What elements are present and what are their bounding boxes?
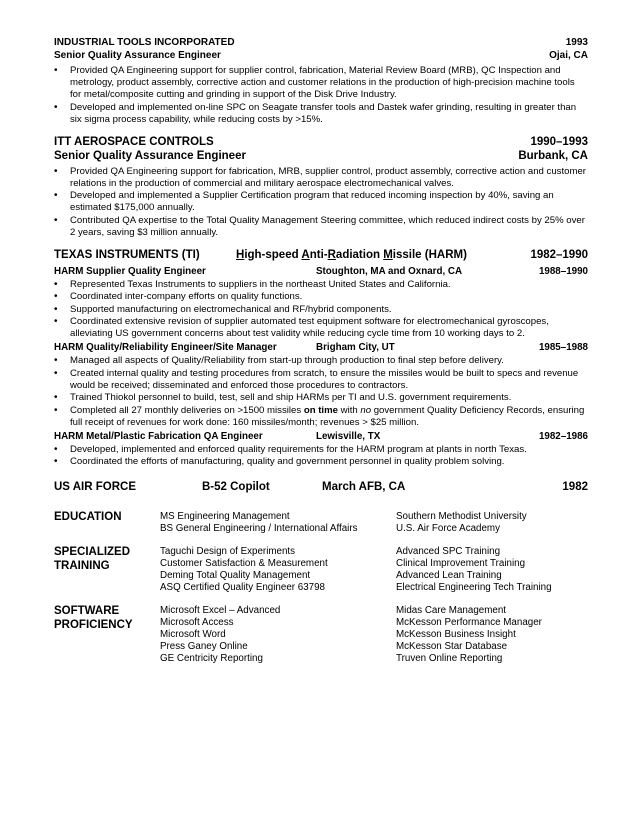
role-title: HARM Supplier Quality Engineer [54,265,206,277]
bullet-text: with [337,404,361,416]
job-year: 1993 [565,37,588,48]
bullet-item: • Provided QA Engineering support for fabrication, MRB, supplier control, product assembly, corrective action and customer relations in the production of commercial and military aerospace electromechanical valves. [54,166,588,190]
bullet-list [54,355,588,429]
bullet-text: Completed all 27 monthly deliveries on >1500 missiles [70,404,304,416]
role-header [54,266,588,278]
program-letter: H [236,248,245,261]
role-header [54,431,588,443]
bullet-item: • Coordinated inter-company efforts on quality functions. [54,291,588,303]
list-item: McKesson Performance Manager [396,617,542,628]
job-year: 1982 [562,481,588,493]
job-air-force [54,480,588,494]
role-years: 1982–1986 [538,430,588,442]
job-subheader [54,149,588,163]
list-item: U.S. Air Force Academy [396,523,500,534]
list-item: Southern Methodist University [396,511,527,522]
program-letter: M [383,248,393,261]
bullet-item: • Provided QA Engineering support for supplier control, fabrication, Material Review Board (MRB), QC Inspection and metrology, product assembly, corrective action and customer relations in the production of high-precision machine tools for metal/composite cutting and grinding in support of the Disk Drive Industry. [54,65,588,101]
bullet-item: • Developed and implemented on-line SPC on Seagate transfer tools and Dastek wafer grinding, resulting in greater than six sigma process capability, while reducing costs by >15%. [54,102,588,126]
bullet-list [54,65,588,126]
section-label-line: SPECIALIZED [54,546,131,558]
bullet-item [54,405,588,429]
bullet-item: • Managed all aspects of Quality/Reliability from start-up through production to final step before delivery. [54,355,588,367]
list-item: Electrical Engineering Tech Training [396,582,552,593]
job-header [54,135,588,149]
list-item: ASQ Certified Quality Engineer 63798 [160,582,326,593]
program-letter: R [327,248,336,261]
program-part: adiation [335,248,384,261]
section-label-line: SOFTWARE [54,605,120,617]
role-location: Stoughton, MA and Oxnard, CA [316,265,463,277]
job-header [54,36,588,49]
list-item: Truven Online Reporting [396,653,503,664]
software-section [54,604,588,665]
program-letter: A [301,248,310,261]
program-part: igh-speed [244,248,302,261]
job-itt-aerospace [54,135,588,239]
list-item: Taguchi Design of Experiments [160,546,296,557]
school-list [396,510,588,535]
training-list [160,545,396,594]
list-item: GE Centricity Reporting [160,653,263,664]
program-part: nti- [309,248,328,261]
role-title: HARM Metal/Plastic Fabrication QA Engineer [54,430,263,442]
list-item: McKesson Business Insight [396,629,516,640]
role-years: 1985–1988 [538,342,588,353]
program-part: issile (HARM) [392,248,467,261]
list-item: Deming Total Quality Management [160,570,311,581]
company-name: INDUSTRIAL TOOLS INCORPORATED [54,37,235,48]
role-title: HARM Quality/Reliability Engineer/Site Manager [54,342,277,353]
degree-list [160,510,396,535]
section-label: EDUCATION [54,511,122,523]
bullet-item: • Coordinated the efforts of manufacturing, quality and government personnel in quality problem solving. [54,456,588,468]
software-list [396,604,588,665]
bullet-item: • Coordinated extensive revision of supplier automated test equipment software for electromechanical gyroscopes, alleviating US government concerns about test validity while reducing cycle time from 10 working days to 2. [54,316,588,340]
bullet-item: • Contributed QA expertise to the Total Quality Management Steering committee, which reduced indirect costs by 25% over 2 years, saving $3 million annually. [54,215,588,239]
list-item: Microsoft Word [160,629,226,640]
section-label-line: PROFICIENCY [54,619,133,631]
company-name: TEXAS INSTRUMENTS (TI) [54,248,200,261]
job-year: 1982–1990 [530,248,588,261]
bullet-list [54,166,588,239]
training-section [54,545,588,594]
bullet-list [54,279,588,341]
job-texas-instruments [54,248,588,469]
job-year: 1990–1993 [530,135,588,148]
ti-header [54,248,588,262]
section-label [54,545,160,594]
job-subheader [54,49,588,62]
section-label-line: TRAINING [54,560,110,572]
list-item: Microsoft Excel – Advanced [160,605,281,616]
bullet-list [54,444,588,469]
bullet-item: • Developed, implemented and enforced quality requirements for the HARM program at plants in north Texas. [54,444,588,456]
job-location: March AFB, CA [322,481,406,493]
list-item: BS General Engineering / International Affairs [160,523,358,534]
bullet-item: • Trained Thiokol personnel to build, test, sell and ship HARMs per TI and U.S. government requirements. [54,392,588,404]
program-name [236,248,528,262]
software-list [160,604,396,665]
job-industrial-tools [54,36,588,126]
role-location: Lewisville, TX [316,430,381,442]
job-location: Burbank, CA [518,149,588,162]
company-name: ITT AEROSPACE CONTROLS [54,135,214,148]
list-item: Press Ganey Online [160,641,248,652]
section-label [54,604,160,665]
role-location: Brigham City, UT [316,342,395,353]
job-title: Senior Quality Assurance Engineer [54,50,221,61]
role-years: 1988–1990 [538,265,588,277]
bullet-item: • Created internal quality and testing procedures from scratch, to ensure the missiles would be built to specs and revenue would be received; disseminated and enforced those procedures to contractors. [54,368,588,392]
company-name: US AIR FORCE [54,481,136,493]
job-location: Ojai, CA [549,50,588,61]
list-item: Midas Care Management [396,605,506,616]
bullet-item: • Represented Texas Instruments to suppliers in the northeast United States and California. [54,279,588,291]
bullet-emphasis: no [360,404,372,416]
list-item: Clinical Improvement Training [396,558,526,569]
training-list [396,545,588,594]
list-item: Advanced Lean Training [396,570,502,581]
job-title: Senior Quality Assurance Engineer [54,149,246,162]
bullet-text: government Quality Deficiency Records, ensuring full receipt of revenues for work done: 160 missiles/month; revenues > $25 million. [70,404,585,428]
bullet-item: • Developed and implemented a Supplier Certification program that reduced incoming inspection by 40%, saving an estimated $175,000 annually. [54,190,588,214]
list-item: Advanced SPC Training [396,546,501,557]
job-title: B-52 Copilot [202,481,270,493]
bullet-item: • Supported manufacturing on electromechanical and RF/hybrid components. [54,304,588,316]
role-header [54,342,588,354]
list-item: MS Engineering Management [160,511,290,522]
list-item: McKesson Star Database [396,641,508,652]
bullet-emphasis: on time [303,404,338,416]
list-item: Customer Satisfaction & Measurement [160,558,328,569]
education-section [54,510,588,535]
resume-page [54,36,588,665]
list-item: Microsoft Access [160,617,234,628]
